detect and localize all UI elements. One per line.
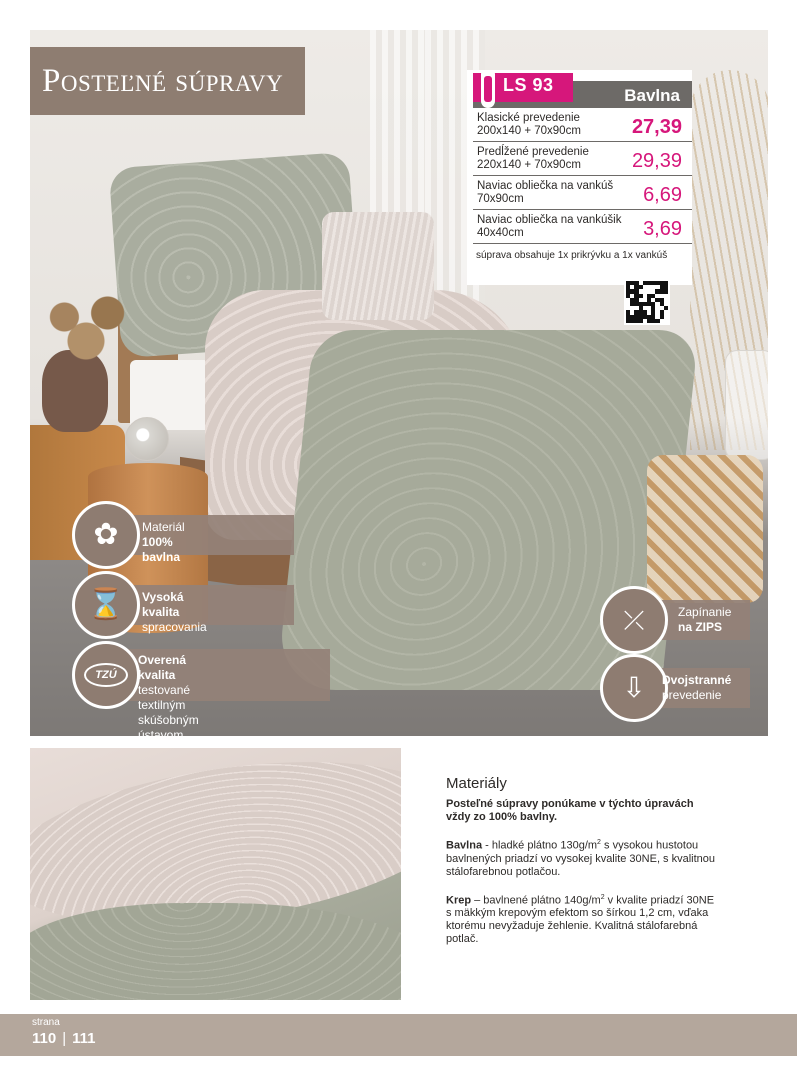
- price-value: 6,69: [643, 184, 682, 206]
- spray-bottle-icon: [481, 70, 495, 108]
- page-title: Posteľné súpravy: [42, 62, 284, 99]
- bavlna-description: Bavlna - hladké plátno $130g/m^2$ s vysokou hustotou bavlnených priadzí vo vysokej kvalite 30NE, s kvalitnou stálofarebnou potlačou.: [446, 839, 716, 878]
- krep-description: Krep – bavlnené plátno $140g/m^2$ v kvalite priadzí 30NE s mäkkým krepovým efektom so šírkou 1,2 cm, vďaka ktorému nevyžaduje žehlenie. Kvalitná stálofarebná potlač.: [446, 893, 715, 946]
- glass-vase: [725, 350, 768, 460]
- price-row-description: Klasické prevedenie 200x140 + 70x90cm: [477, 112, 581, 137]
- product-material: Bavlna: [624, 86, 680, 105]
- page-separator: |: [62, 1030, 67, 1047]
- page-number-left: 110: [32, 1030, 57, 1047]
- page-numbers: [32, 1030, 95, 1047]
- price-row-description: Naviac obliečka na vankúšik 40x40cm: [477, 214, 622, 239]
- cotton-flower-icon: ✿: [72, 501, 140, 569]
- feature-line-bold: Overená kvalita: [138, 653, 187, 682]
- price-row-description: Naviac obliečka na vankúš 70x90cm: [477, 180, 614, 205]
- product-code: LS 93: [503, 75, 554, 95]
- price-value: 29,39: [631, 150, 682, 172]
- feature-line: spracovania: [142, 620, 207, 634]
- materials-section: [446, 775, 716, 958]
- reversible-icon: ⇩: [600, 654, 668, 722]
- page-number-right: 111: [72, 1030, 96, 1047]
- product-header: [473, 70, 692, 110]
- feature-line: testované textilným: [138, 683, 191, 712]
- category-title-tab: [30, 47, 305, 115]
- price-value: 3,69: [643, 218, 682, 240]
- fabric-detail-photo: [30, 748, 401, 1000]
- small-pillow: [322, 212, 434, 320]
- tzu-logo-icon: TZÚ: [72, 641, 140, 709]
- materials-intro: Posteľné súpravy ponúkame v týchto úpravách vždy zo 100% bavlny.: [446, 798, 694, 823]
- set-contents-note: súprava obsahuje 1x prikrývku a 1x vankúš: [476, 250, 668, 261]
- feature-line: Materiál: [142, 520, 185, 534]
- wicker-lantern: [647, 455, 763, 603]
- feature-line: skúšobným ústavom: [138, 713, 199, 742]
- price-row-description: Predĺžené prevedenie 220x140 + 70x90cm: [477, 146, 589, 171]
- qr-code[interactable]: [624, 279, 670, 325]
- price-value: 27,39: [631, 116, 682, 138]
- glass-globe: [125, 417, 169, 461]
- feature-line-bold: 100% bavlna: [142, 535, 181, 564]
- dried-flowers: [32, 285, 140, 365]
- price-row: [473, 110, 692, 142]
- feature-line: prevedenie: [662, 688, 722, 702]
- zipper-icon: ⤫: [600, 586, 668, 654]
- feature-line: Zapínanie: [678, 605, 732, 619]
- thread-spool-icon: ⌛: [72, 571, 140, 639]
- price-row: [473, 144, 692, 176]
- feature-line-bold: na ZIPS: [678, 620, 723, 634]
- price-panel: [467, 70, 692, 285]
- page-footer: [0, 1014, 797, 1056]
- materials-heading: Materiály: [446, 775, 507, 792]
- feature-line-bold: Dvojstranné: [662, 673, 732, 687]
- price-row: [473, 212, 692, 244]
- price-row: [473, 178, 692, 210]
- feature-line-bold: Vysoká kvalita: [142, 590, 184, 619]
- page-label: strana: [32, 1017, 60, 1028]
